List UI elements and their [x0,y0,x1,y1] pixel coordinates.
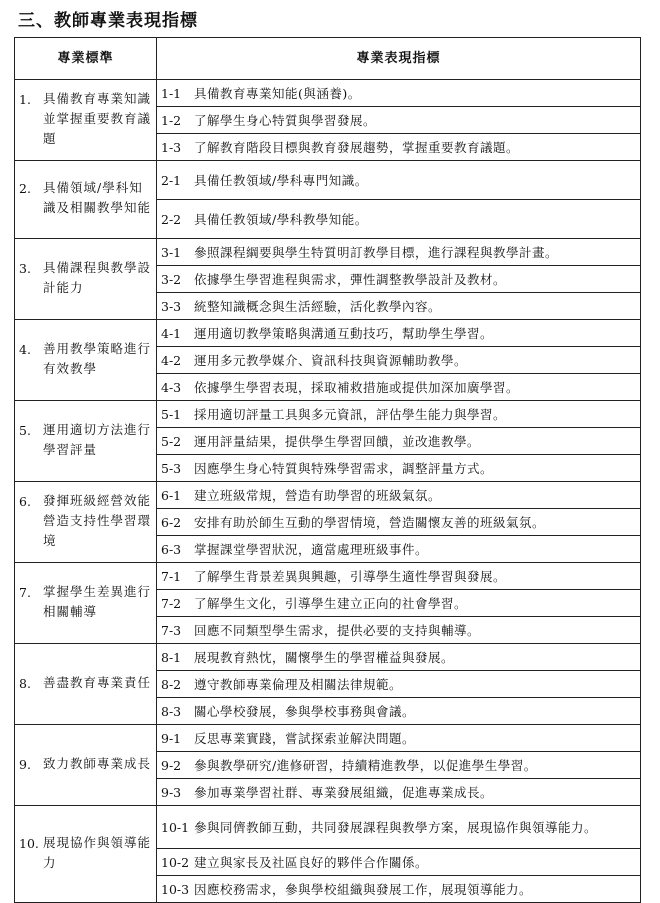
indicator-code: 8-2 [161,676,182,692]
indicator-text: 關心學校發展，參與學校事務與會議。 [194,703,416,719]
indicator-cell [157,849,641,876]
indicator-cell [157,239,641,266]
section-title: 三、教師專業表現指標 [18,11,198,31]
indicator-code: 7-2 [161,595,182,611]
indicator-cell [157,644,641,671]
indicator-cell [157,320,641,347]
indicator-code: 9-3 [161,784,182,800]
indicator-cell [157,482,641,509]
indicator-text: 了解學生文化，引導學生建立正向的社會學習。 [194,595,468,611]
table-row [15,563,641,590]
indicator-cell [157,876,641,903]
indicator-cell [157,536,641,563]
standard-text: 善盡教育專業責任 [43,674,152,690]
standard-cell [15,563,157,644]
indicator-code: 8-3 [161,703,182,719]
indicator-code: 5-3 [161,460,182,476]
indicator-code: 9-1 [161,730,182,746]
indicator-text: 具備任教領域/學科教學知能。 [194,211,368,227]
indicator-text: 統整知識概念與生活經驗，活化教學內容。 [194,298,442,314]
standard-text: 善用教學策略進行有效教學 [43,340,152,376]
indicator-text: 建立與家長及社區良好的夥伴合作關係。 [194,854,429,870]
indicator-cell [157,779,641,806]
indicator-text: 運用多元教學媒介、資訊科技與資源輔助教學。 [194,352,468,368]
indicator-text: 掌握課堂學習狀況，適當處理班級事件。 [194,541,429,557]
indicator-code: 4-3 [161,379,182,395]
indicator-code: 3-2 [161,271,182,287]
indicator-code: 1-3 [161,139,182,155]
standard-text: 具備課程與教學設計能力 [43,259,152,295]
indicator-cell [157,401,641,428]
header-indicator: 專業表現指標 [157,38,641,80]
indicator-text: 了解學生背景差異與興趣，引導學生適性學習與發展。 [194,568,507,584]
indicator-text: 遵守教師專業倫理及相關法律規範。 [194,676,403,692]
table-row [15,239,641,266]
standard-number: 3. [19,260,31,276]
indicator-code: 10-2 [161,854,190,870]
indicator-code: 2-2 [161,211,182,227]
indicator-code: 10-1 [161,819,190,835]
table-row [15,482,641,509]
indicator-text: 建立班級常規，營造有助學習的班級氣氛。 [194,487,442,503]
standard-cell [15,320,157,401]
indicator-cell [157,134,641,161]
indicator-code: 9-2 [161,757,182,773]
standard-number: 1. [19,91,31,107]
indicator-cell [157,563,641,590]
indicator-text: 具備任教領域/學科專門知識。 [194,172,368,188]
standard-number: 10. [19,835,39,851]
indicator-text: 回應不同類型學生需求，提供必要的支持與輔導。 [194,622,481,638]
indicator-text: 了解教育階段目標與教育發展趨勢，掌握重要教育議題。 [194,139,520,155]
standard-text: 展現協作與領導能力 [43,834,152,870]
header-standard: 專業標準 [15,38,157,80]
table-row [15,320,641,347]
indicator-code: 6-1 [161,487,182,503]
indicator-cell [157,374,641,401]
indicator-text: 具備教育專業知能(與涵養)。 [194,85,361,101]
indicator-text: 參照課程綱要與學生特質明訂教學目標，進行課程與教學計畫。 [194,244,559,260]
indicator-code: 4-1 [161,325,182,341]
indicator-cell [157,161,641,200]
table-row [15,725,641,752]
standard-text: 具備領域/學科知識及相關教學知能 [43,180,152,215]
standard-cell [15,401,157,482]
standard-number: 5. [19,422,31,438]
indicator-code: 7-3 [161,622,182,638]
standard-cell [15,239,157,320]
indicator-text: 因應校務需求，參與學校組織與發展工作，展現領導能力。 [194,881,533,897]
indicator-code: 7-1 [161,568,182,584]
indicator-code: 5-2 [161,433,182,449]
standard-cell [15,806,157,903]
indicator-cell [157,752,641,779]
indicator-cell [157,617,641,644]
standard-text: 具備教育專業知識並掌握重要教育議題 [43,90,152,146]
indicator-cell [157,806,641,849]
indicator-text: 參與教學研究/進修研習，持續精進教學，以促進學生學習。 [194,757,537,773]
indicator-text: 運用評量結果，提供學生學習回饋，並改進教學。 [194,433,481,449]
indicator-text: 參加專業學習社群、專業發展組織，促進專業成長。 [194,784,494,800]
indicator-text: 反思專業實踐，嘗試探索並解決問題。 [194,730,416,746]
standard-number: 4. [19,341,31,357]
indicator-cell [157,293,641,320]
standard-number: 2. [19,181,31,196]
standard-cell [15,482,157,563]
standard-text: 發揮班級經營效能營造支持性學習環境 [43,492,152,548]
indicator-code: 3-1 [161,244,182,260]
indicator-code: 2-1 [161,172,182,188]
table-row [15,806,641,849]
indicator-text: 採用適切評量工具與多元資訊，評估學生能力與學習。 [194,406,507,422]
indicator-cell [157,671,641,698]
indicator-code: 3-3 [161,298,182,314]
indicator-code: 6-2 [161,514,182,530]
standard-number: 8. [19,675,31,691]
indicator-text: 參與同儕教師互動，共同發展課程與教學方案，展現協作與領導能力。 [194,819,598,835]
indicator-code: 1-1 [161,85,182,101]
indicator-cell [157,455,641,482]
indicator-text: 安排有助於師生互動的學習情境，營造關懷友善的班級氣氛。 [194,514,546,530]
professional-standards-table [14,37,641,903]
standard-number: 7. [19,584,31,600]
indicator-cell [157,428,641,455]
indicator-text: 了解學生身心特質與學習發展。 [194,112,377,128]
indicator-cell [157,590,641,617]
header-row [15,38,641,80]
indicator-cell [157,80,641,107]
indicator-code: 4-2 [161,352,182,368]
standard-text: 致力教師專業成長 [43,755,152,771]
standard-text: 運用適切方法進行學習評量 [43,421,152,457]
indicator-cell [157,200,641,239]
indicator-code: 5-1 [161,406,182,422]
indicator-text: 運用適切教學策略與溝通互動技巧，幫助學生學習。 [194,325,494,341]
standard-cell [15,161,157,239]
indicator-code: 10-3 [161,881,190,897]
standard-text: 掌握學生差異進行相關輔導 [43,583,152,619]
indicator-text: 依據學生學習進程與需求，彈性調整教學設計及教材。 [194,271,507,287]
indicator-code: 8-1 [161,649,182,665]
indicator-text: 因應學生身心特質與特殊學習需求，調整評量方式。 [194,460,494,476]
indicator-code: 1-2 [161,112,182,128]
standard-number: 6. [19,493,31,509]
indicator-cell [157,698,641,725]
indicator-cell [157,509,641,536]
standard-cell [15,725,157,806]
indicator-cell [157,347,641,374]
table-row [15,401,641,428]
indicator-code: 6-3 [161,541,182,557]
indicator-cell [157,266,641,293]
indicator-cell [157,107,641,134]
table-row [15,161,641,200]
indicator-text: 展現教育熱忱，關懷學生的學習權益與發展。 [194,649,455,665]
indicator-text: 依據學生學習表現，採取補救措施或提供加深加廣學習。 [194,379,520,395]
table-row [15,644,641,671]
table-row [15,80,641,107]
indicator-cell [157,725,641,752]
standard-cell [15,80,157,161]
standard-number: 9. [19,756,31,772]
standard-cell [15,644,157,725]
